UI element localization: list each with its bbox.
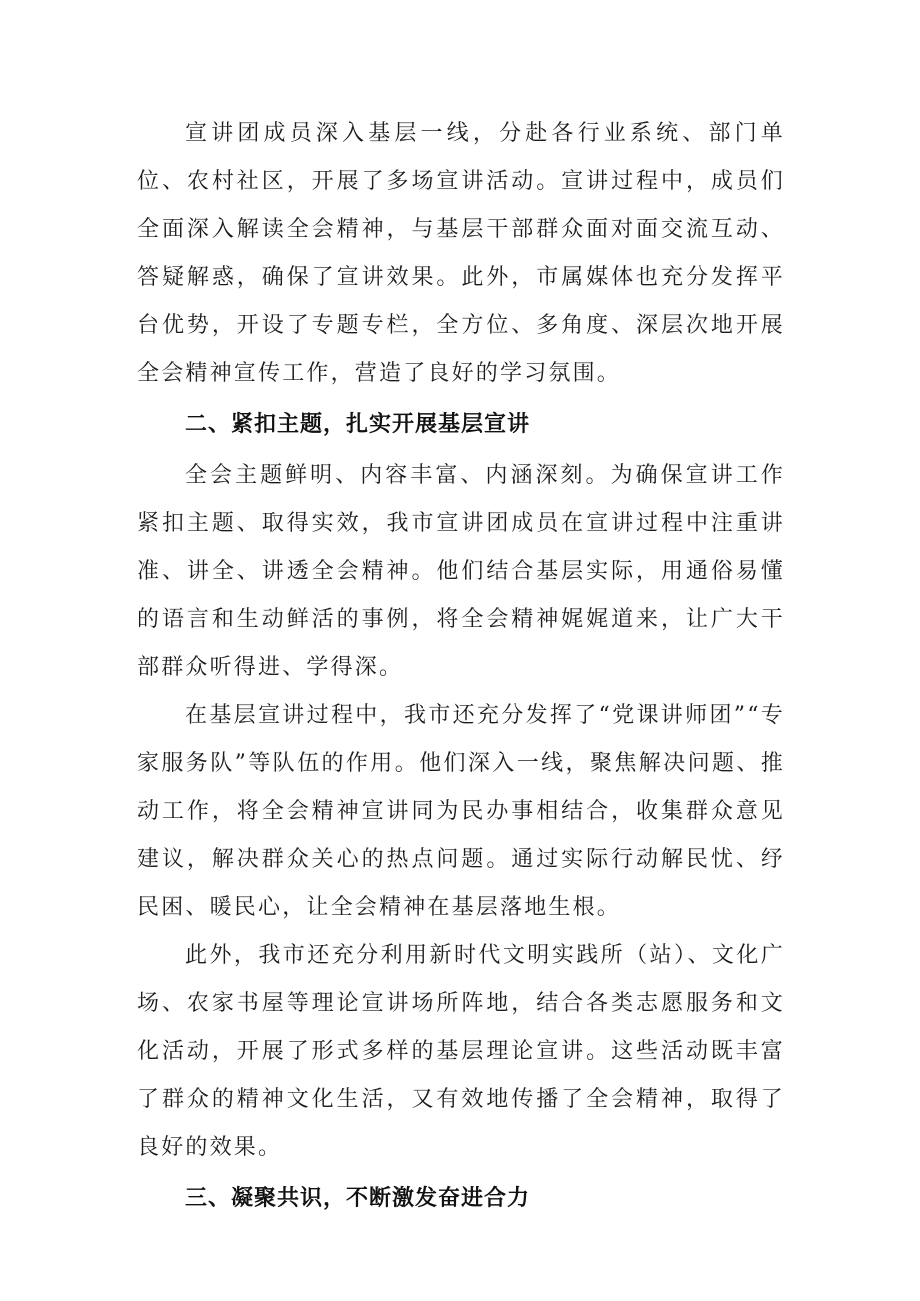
document-body	[137, 110, 785, 1226]
body-paragraph: 此外，我市还充分利用新时代文明实践所（站）、文化广场、农家书屋等理论宣讲场所阵地，结合各类志愿服务和文化活动，开展了形式多样的基层理论宣讲。这些活动既丰富了群众的精神文化生活，又有效地传播了全会精神，取得了良好的效果。	[137, 943, 785, 1160]
section-heading-3: 三、凝聚共识，不断激发奋进合力	[185, 1186, 531, 1211]
section-heading-2: 二、紧扣主题，扎实开展基层宣讲	[185, 412, 531, 437]
body-paragraph: 在基层宣讲过程中，我市还充分发挥了“党课讲师团”“专家服务队”等队伍的作用。他们深入一线，聚焦解决问题、推动工作，将全会精神宣讲同为民办事相结合，收集群众意见建议，解决群众关心的热点问题。通过实际行动解民忧、纾民困、暖民心，让全会精神在基层落地生根。	[137, 703, 785, 920]
body-paragraph: 全会主题鲜明、内容丰富、内涵深刻。为确保宣讲工作紧扣主题、取得实效，我市宣讲团成员在宣讲过程中注重讲准、讲全、讲透全会精神。他们结合基层实际，用通俗易懂的语言和生动鲜活的事例，将全会精神娓娓道来，让广大干部群众听得进、学得深。	[137, 463, 785, 680]
body-paragraph: 宣讲团成员深入基层一线，分赴各行业系统、部门单位、农村社区，开展了多场宣讲活动。宣讲过程中，成员们全面深入解读全会精神，与基层干部群众面对面交流互动、答疑解惑，确保了宣讲效果。此外，市属媒体也充分发挥平台优势，开设了专题专栏，全方位、多角度、深层次地开展全会精神宣传工作，营造了良好的学习氛围。	[137, 121, 785, 386]
